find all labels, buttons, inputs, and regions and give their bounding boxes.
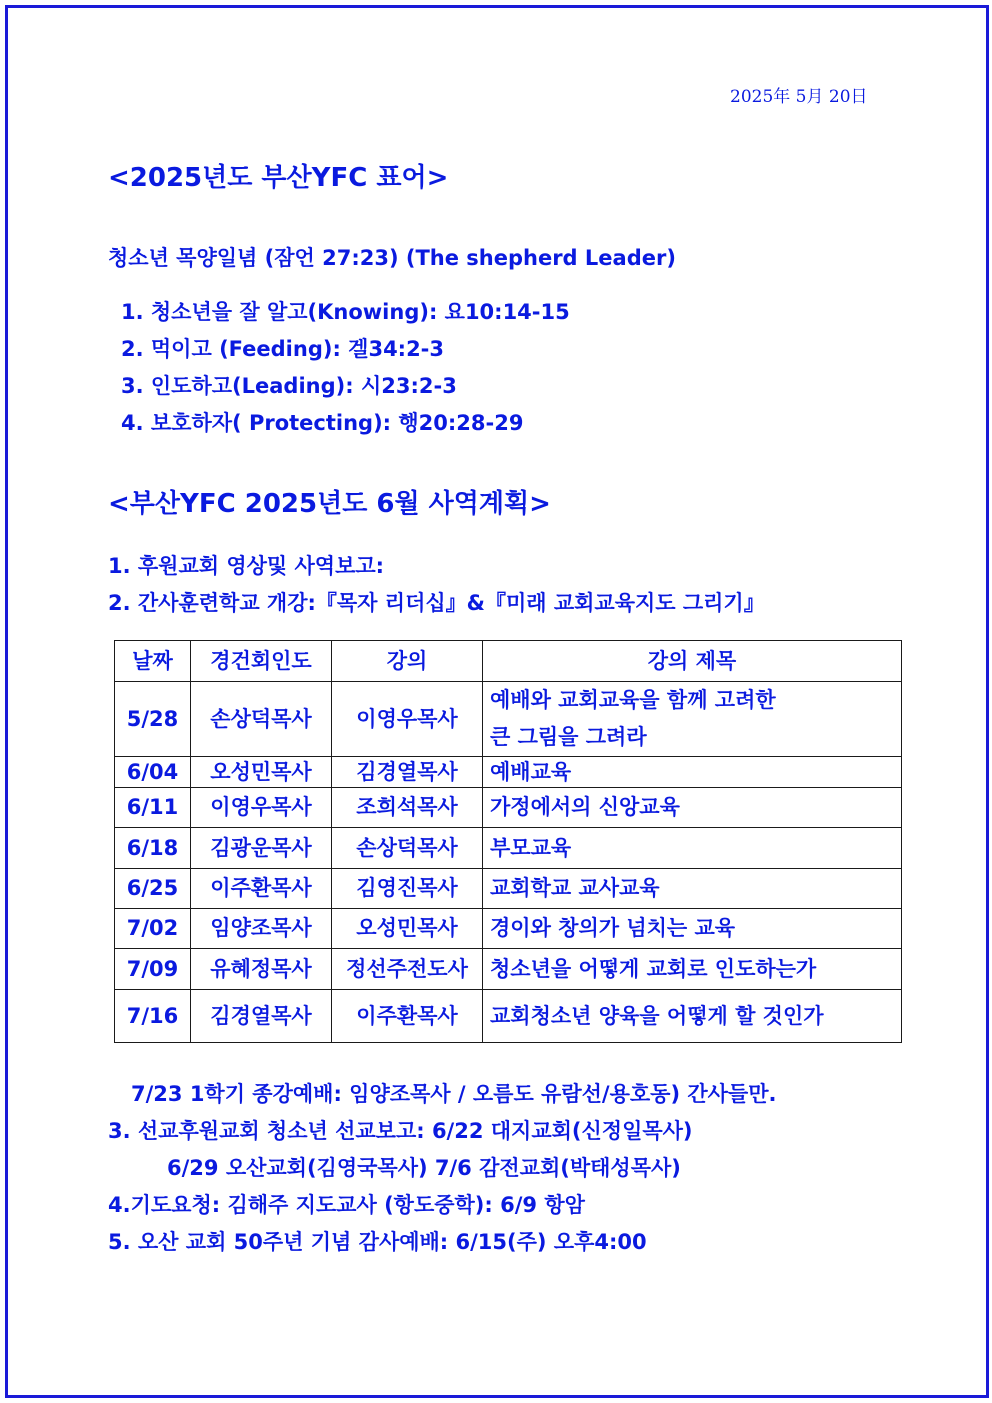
row-lecturer: 이주환목사: [332, 990, 483, 1043]
motto-item-knowing: 1. 청소년을 잘 알고(Knowing): 요10:14-15: [121, 300, 570, 324]
table-row: [115, 788, 902, 828]
row-title: 가정에서의 신앙교육: [483, 788, 902, 828]
plan-item-report: 1. 후원교회 영상및 사역보고:: [108, 554, 385, 578]
table-row: [115, 909, 902, 949]
schedule-table: [114, 640, 902, 1043]
row-date: 7/02: [115, 909, 191, 949]
row-devotion: 손상덕목사: [191, 682, 332, 757]
row-lecturer: 이영우목사: [332, 682, 483, 757]
row-title: 부모교육: [483, 828, 902, 869]
row-lecturer: 김영진목사: [332, 869, 483, 909]
motto-item-leading: 3. 인도하고(Leading): 시23:2-3: [121, 374, 457, 398]
note-mission-report: 3. 선교후원교회 청소년 선교보고: 6/22 대지교회(신정일목사): [108, 1119, 693, 1143]
motto-subtitle: 청소년 목양일념 (잠언 27:23) (The shepherd Leader): [108, 246, 676, 270]
row-title: 청소년을 어떻게 교회로 인도하는가: [483, 949, 902, 990]
header-date: 날짜: [115, 641, 191, 682]
row-title: 예배교육: [483, 757, 902, 788]
row-lecturer: 오성민목사: [332, 909, 483, 949]
header-lecturer: 강의: [332, 641, 483, 682]
table-row: [115, 869, 902, 909]
plan-title: <부산YFC 2025년도 6월 사역계획>: [108, 489, 551, 519]
row-lecturer: 조희석목사: [332, 788, 483, 828]
row-date: 6/25: [115, 869, 191, 909]
row-devotion: 임양조목사: [191, 909, 332, 949]
note-anniversary-service: 5. 오산 교회 50주년 기념 감사예배: 6/15(주) 오후4:00: [108, 1230, 647, 1254]
table-row: [115, 682, 902, 757]
table-row: [115, 757, 902, 788]
row-devotion: 김경열목사: [191, 990, 332, 1043]
plan-item-training-school: 2. 간사훈련학교 개강:『목자 리더십』&『미래 교회교육지도 그리기』: [108, 591, 765, 615]
row-devotion: 김광운목사: [191, 828, 332, 869]
header-devotion: 경건회인도: [191, 641, 332, 682]
row-date: 6/04: [115, 757, 191, 788]
row-lecturer: 정선주전도사: [332, 949, 483, 990]
table-row: [115, 828, 902, 869]
row-devotion: 유혜정목사: [191, 949, 332, 990]
table-row: [115, 990, 902, 1043]
row-date: 7/16: [115, 990, 191, 1043]
row-title: 교회청소년 양육을 어떻게 할 것인가: [483, 990, 902, 1043]
row-title: 경이와 창의가 넘치는 교육: [483, 909, 902, 949]
note-prayer-request: 4.기도요청: 김해주 지도교사 (항도중학): 6/9 항암: [108, 1193, 585, 1217]
row-devotion: 이영우목사: [191, 788, 332, 828]
note-closing-service: 7/23 1학기 종강예배: 임양조목사 / 오름도 유람선/용호동) 간사들만.: [131, 1082, 777, 1106]
note-mission-report-cont: 6/29 오산교회(김영국목사) 7/6 감전교회(박태성목사): [167, 1156, 681, 1180]
row-title-line1: 예배와 교회교육을 함께 고려한: [490, 688, 776, 712]
document-date: 2025年 5月 20日: [730, 87, 868, 107]
motto-item-protecting: 4. 보호하자( Protecting): 행20:28-29: [121, 411, 524, 435]
header-lecture-title: 강의 제목: [483, 641, 902, 682]
row-date: 6/18: [115, 828, 191, 869]
table-row: [115, 949, 902, 990]
row-date: 5/28: [115, 682, 191, 757]
row-lecturer: 김경열목사: [332, 757, 483, 788]
row-date: 6/11: [115, 788, 191, 828]
row-title: 교회학교 교사교육: [483, 869, 902, 909]
row-title-line2: 큰 그림을 그려라: [490, 725, 647, 749]
row-title: [483, 682, 902, 757]
row-devotion: 이주환목사: [191, 869, 332, 909]
row-lecturer: 손상덕목사: [332, 828, 483, 869]
schedule-header-row: [115, 641, 902, 682]
motto-title: <2025년도 부산YFC 표어>: [108, 163, 449, 193]
row-date: 7/09: [115, 949, 191, 990]
row-devotion: 오성민목사: [191, 757, 332, 788]
motto-item-feeding: 2. 먹이고 (Feeding): 겔34:2-3: [121, 337, 445, 361]
